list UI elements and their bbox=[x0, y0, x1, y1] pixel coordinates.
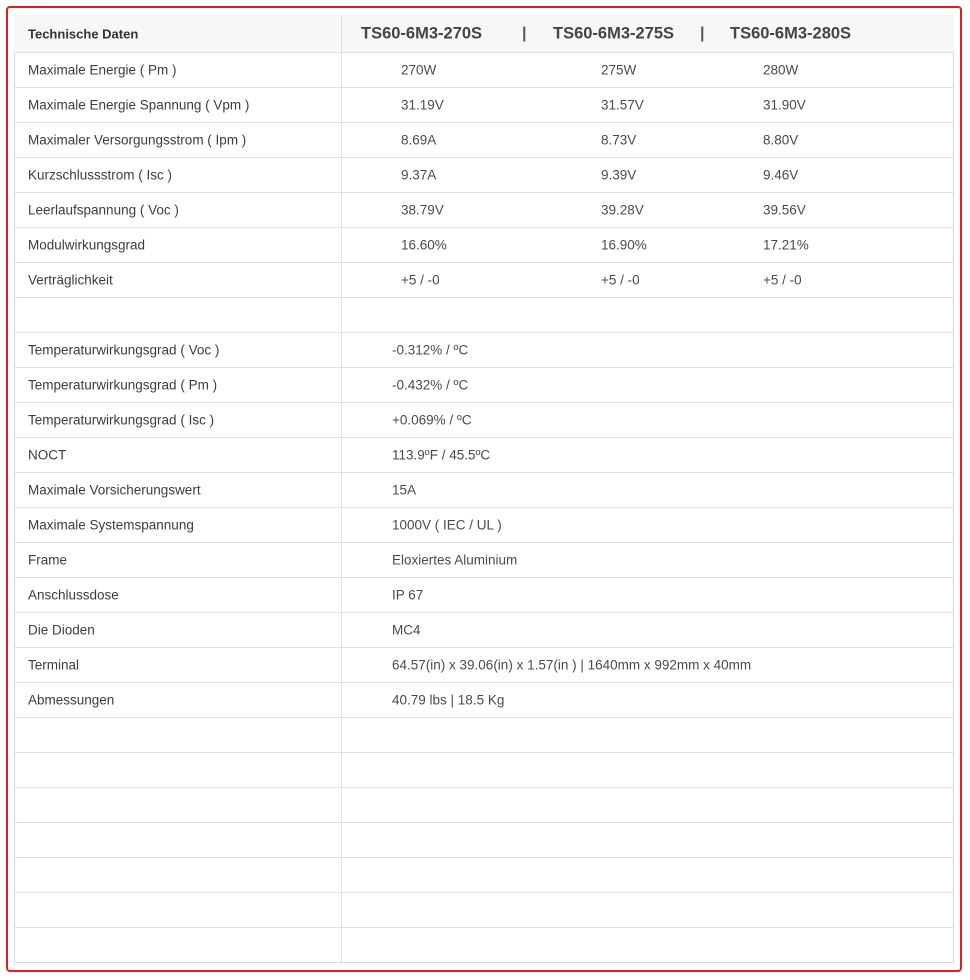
column-divider bbox=[341, 473, 342, 507]
row-value: 113.9ºF / 45.5ºC bbox=[392, 447, 491, 463]
table-row bbox=[14, 123, 954, 158]
column-divider bbox=[341, 648, 342, 682]
value-270s: +5 / -0 bbox=[401, 272, 440, 288]
table-row bbox=[14, 403, 954, 438]
column-divider bbox=[341, 123, 342, 157]
column-divider bbox=[341, 438, 342, 472]
value-275s: 275W bbox=[601, 62, 637, 78]
empty-row bbox=[14, 788, 954, 823]
table-row bbox=[14, 158, 954, 193]
row-value: -0.432% / ºC bbox=[392, 377, 469, 393]
value-280s: 9.46V bbox=[763, 167, 799, 183]
table-row bbox=[14, 333, 954, 368]
row-label: Temperaturwirkungsgrad ( Voc ) bbox=[28, 342, 220, 358]
table-row bbox=[14, 683, 954, 718]
column-divider bbox=[341, 193, 342, 227]
column-divider bbox=[341, 88, 342, 122]
row-label: Maximale Systemspannung bbox=[28, 517, 194, 533]
row-label: Kurzschlussstrom ( Isc ) bbox=[28, 167, 173, 183]
table-row bbox=[14, 228, 954, 263]
value-275s: 16.90% bbox=[601, 237, 647, 253]
row-value: 1000V ( IEC / UL ) bbox=[392, 517, 502, 533]
column-divider bbox=[341, 543, 342, 577]
row-label: Verträglichkeit bbox=[28, 272, 113, 288]
header-label: Technische Daten bbox=[28, 26, 139, 41]
row-label: Terminal bbox=[28, 657, 80, 673]
row-value: 40.79 lbs | 18.5 Kg bbox=[392, 692, 505, 708]
column-divider bbox=[341, 858, 342, 892]
row-label: Temperaturwirkungsgrad ( Isc ) bbox=[28, 412, 215, 428]
column-divider bbox=[341, 263, 342, 297]
row-label: Maximale Energie ( Pm ) bbox=[28, 62, 177, 78]
table-row bbox=[14, 648, 954, 683]
table-row bbox=[14, 263, 954, 298]
empty-row bbox=[14, 928, 954, 963]
value-275s: 8.73V bbox=[601, 132, 637, 148]
value-270s: 8.69A bbox=[401, 132, 437, 148]
value-270s: 31.19V bbox=[401, 97, 444, 113]
row-label: Temperaturwirkungsgrad ( Pm ) bbox=[28, 377, 218, 393]
column-divider bbox=[341, 893, 342, 927]
row-label: Anschlussdose bbox=[28, 587, 119, 603]
table-row bbox=[14, 438, 954, 473]
row-value: IP 67 bbox=[392, 587, 424, 603]
empty-row bbox=[14, 718, 954, 753]
row-label: Maximaler Versorgungsstrom ( Ipm ) bbox=[28, 132, 247, 148]
table-row bbox=[14, 473, 954, 508]
row-value: 64.57(in) x 39.06(in) x 1.57(in ) | 1640mm x 992mm x 40mm bbox=[392, 657, 752, 673]
row-label: Frame bbox=[28, 552, 68, 568]
row-label: Modulwirkungsgrad bbox=[28, 237, 146, 253]
value-280s: 39.56V bbox=[763, 202, 806, 218]
value-280s: 17.21% bbox=[763, 237, 809, 253]
table-row bbox=[14, 368, 954, 403]
column-divider bbox=[341, 788, 342, 822]
value-275s: +5 / -0 bbox=[601, 272, 640, 288]
column-divider bbox=[341, 753, 342, 787]
column-divider bbox=[341, 683, 342, 717]
row-label: NOCT bbox=[28, 447, 67, 463]
model-270s: TS60-6M3-270S bbox=[361, 24, 483, 42]
column-divider bbox=[341, 928, 342, 963]
value-275s: 9.39V bbox=[601, 167, 637, 183]
table-row bbox=[14, 543, 954, 578]
column-divider bbox=[341, 298, 342, 332]
empty-row bbox=[14, 753, 954, 788]
table-row bbox=[14, 578, 954, 613]
column-divider bbox=[341, 718, 342, 752]
column-divider bbox=[341, 613, 342, 647]
value-280s: 280W bbox=[763, 62, 799, 78]
column-divider bbox=[341, 158, 342, 192]
column-divider bbox=[341, 508, 342, 542]
value-270s: 16.60% bbox=[401, 237, 447, 253]
column-divider bbox=[341, 15, 342, 52]
empty-row bbox=[14, 893, 954, 928]
header-separator: | bbox=[522, 24, 527, 42]
value-280s: +5 / -0 bbox=[763, 272, 802, 288]
row-value: +0.069% / ºC bbox=[392, 412, 472, 428]
row-label: Die Dioden bbox=[28, 622, 95, 638]
value-280s: 31.90V bbox=[763, 97, 806, 113]
row-value: MC4 bbox=[392, 622, 421, 638]
value-270s: 9.37A bbox=[401, 167, 437, 183]
row-label: Abmessungen bbox=[28, 692, 115, 708]
model-275s: TS60-6M3-275S bbox=[553, 24, 675, 42]
row-label: Maximale Vorsicherungswert bbox=[28, 482, 201, 498]
value-270s: 38.79V bbox=[401, 202, 444, 218]
column-divider bbox=[341, 823, 342, 857]
value-270s: 270W bbox=[401, 62, 437, 78]
row-value: Eloxiertes Aluminium bbox=[392, 552, 518, 568]
table-row bbox=[14, 508, 954, 543]
column-divider bbox=[341, 403, 342, 437]
value-280s: 8.80V bbox=[763, 132, 799, 148]
row-label: Maximale Energie Spannung ( Vpm ) bbox=[28, 97, 250, 113]
value-275s: 31.57V bbox=[601, 97, 644, 113]
empty-row bbox=[14, 298, 954, 333]
model-280s: TS60-6M3-280S bbox=[730, 24, 852, 42]
row-value: 15A bbox=[392, 482, 417, 498]
table-row bbox=[14, 193, 954, 228]
value-275s: 39.28V bbox=[601, 202, 644, 218]
empty-row bbox=[14, 823, 954, 858]
row-value: -0.312% / ºC bbox=[392, 342, 469, 358]
table-row bbox=[14, 613, 954, 648]
table-row bbox=[14, 88, 954, 123]
column-divider bbox=[341, 228, 342, 262]
table-row bbox=[14, 53, 954, 88]
column-divider bbox=[341, 578, 342, 612]
spec-table bbox=[14, 15, 954, 963]
row-label: Leerlaufspannung ( Voc ) bbox=[28, 202, 179, 218]
header-separator: | bbox=[700, 24, 705, 42]
empty-row bbox=[14, 858, 954, 893]
column-divider bbox=[341, 333, 342, 367]
column-divider bbox=[341, 368, 342, 402]
table-header-row bbox=[14, 15, 954, 53]
column-divider bbox=[341, 53, 342, 87]
